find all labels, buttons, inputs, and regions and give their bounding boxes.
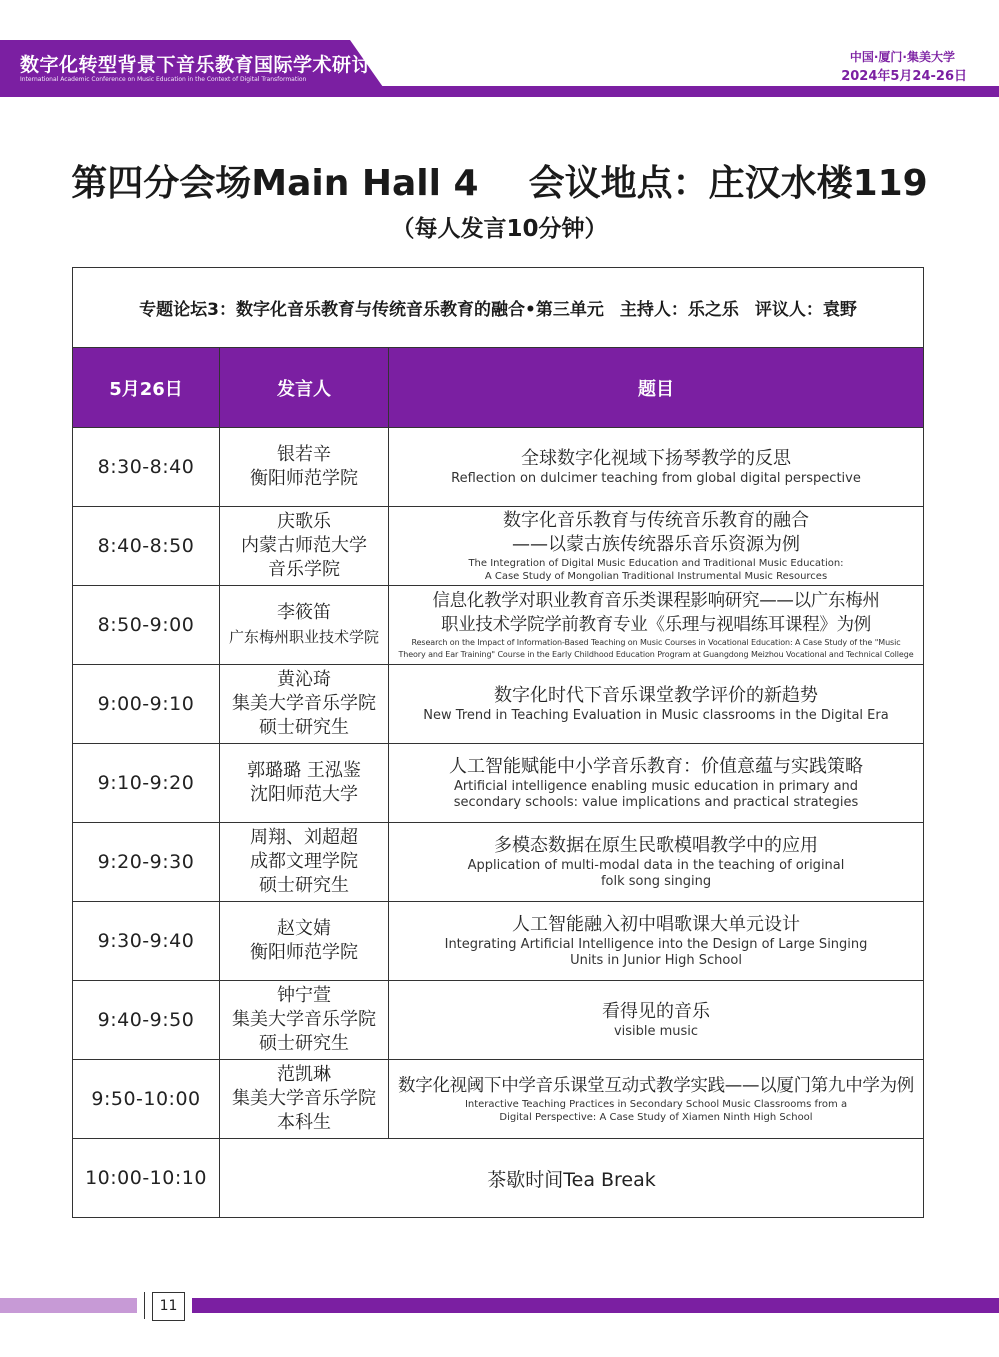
session-time: 9:40-9:50 (73, 981, 220, 1060)
topic-en: Integrating Artificial Intelligence into the Design of Large Singing (444, 937, 868, 952)
session-time: 8:50-9:00 (73, 586, 220, 665)
session-time: 8:30-8:40 (73, 428, 220, 507)
topic-cell (389, 507, 924, 586)
conference-date: 2024年5月24-26日 (841, 69, 967, 84)
topic-cell (389, 665, 924, 744)
speaker-line: 硕士研究生 (259, 1033, 349, 1054)
speaker-cell (220, 823, 389, 902)
venue: 会议地点：庄汉水楼119 (528, 163, 928, 204)
speaker-line: 李筱笛 (277, 602, 331, 623)
topic-zh: 多模态数据在原生民歌模唱教学中的应用 (494, 835, 818, 856)
speaker-cell (220, 507, 389, 586)
column-header-topic: 题目 (389, 348, 924, 428)
table-row (73, 586, 924, 665)
speaker-line: 本科生 (277, 1112, 331, 1133)
speaker-cell (220, 428, 389, 507)
speaker-line: 沈阳师范大学 (250, 784, 358, 805)
table-row (73, 902, 924, 981)
speaker-line: 钟宁萱 (277, 985, 331, 1006)
schedule-table (72, 267, 924, 1218)
page-title (0, 155, 999, 206)
session-time: 9:00-9:10 (73, 665, 220, 744)
speaker-line: 黄沁琦 (277, 669, 331, 690)
topic-en: visible music (613, 1024, 699, 1039)
conference-title: 数字化转型背景下音乐教育国际学术研讨会 (20, 54, 391, 76)
speaker-cell (220, 744, 389, 823)
topic-zh: 数字化视阈下中学音乐课堂互动式教学实践——以厦门第九中学为例 (398, 1076, 914, 1096)
table-row (73, 428, 924, 507)
speaker-line: 范凯琳 (277, 1064, 331, 1085)
speaker-line: 赵文婧 (277, 918, 331, 939)
topic-zh: 人工智能赋能中小学音乐教育：价值意蕴与实践策略 (449, 756, 863, 777)
session-time: 9:20-9:30 (73, 823, 220, 902)
topic-cell (389, 823, 924, 902)
topic-en: A Case Study of Mongolian Traditional Instrumental Music Resources (484, 571, 828, 582)
topic-zh: ——以蒙古族传统器乐音乐资源为例 (512, 534, 800, 555)
footer-bar-right (192, 1298, 999, 1313)
table-row (73, 665, 924, 744)
table-row (73, 823, 924, 902)
page-number: 11 (152, 1292, 185, 1321)
speaker-line: 集美大学音乐学院 (232, 1009, 376, 1030)
speaker-cell (220, 1060, 389, 1139)
session-time: 9:50-10:00 (73, 1060, 220, 1139)
topic-zh: 数字化时代下音乐课堂教学评价的新趋势 (494, 685, 818, 706)
forum-host: 主持人：乐之乐 (619, 300, 739, 320)
forum-title: 专题论坛3：数字化音乐教育与传统音乐教育的融合•第三单元 (139, 300, 604, 320)
speaker-line: 硕士研究生 (259, 875, 349, 896)
topic-zh: 信息化教学对职业教育音乐类课程影响研究——以广东梅州 (432, 591, 880, 611)
table-row (73, 1060, 924, 1139)
topic-zh: 全球数字化视域下扬琴教学的反思 (521, 448, 791, 469)
topic-en: Artificial intelligence enabling music education in primary and (453, 779, 859, 794)
column-header-speaker: 发言人 (220, 348, 389, 428)
topic-cell (389, 744, 924, 823)
session-time: 8:40-8:50 (73, 507, 220, 586)
topic-en: Interactive Teaching Practices in Secondary School Music Classrooms from a (464, 1099, 848, 1110)
topic-en: Digital Perspective: A Case Study of Xiamen Ninth High School (499, 1112, 813, 1123)
forum-header (73, 268, 924, 348)
topic-zh: 看得见的音乐 (602, 1001, 710, 1022)
topic-cell (389, 1060, 924, 1139)
speaker-line: 衡阳师范学院 (250, 942, 358, 963)
speaker-cell (220, 665, 389, 744)
tea-break-time: 10:00-10:10 (73, 1139, 220, 1218)
topic-en: Theory and Ear Training" Course in the Early Childhood Education Program at Guangdong Meizhou Vocational and Technical College (398, 650, 914, 659)
speaker-line: 周翔、刘超超 (250, 827, 358, 848)
topic-en: Research on the Impact of Information-Based Teaching on Music Courses in Vocational Education: A Case Study of the "Music (411, 638, 901, 647)
speaker-line: 硕士研究生 (259, 717, 349, 738)
tea-break-label: 茶歇时间Tea Break (220, 1139, 924, 1218)
topic-cell (389, 981, 924, 1060)
topic-en: Reflection on dulcimer teaching from global digital perspective (451, 471, 861, 486)
footer-bar-left (0, 1298, 137, 1313)
speaker-line: 集美大学音乐学院 (232, 693, 376, 714)
session-time: 9:10-9:20 (73, 744, 220, 823)
topic-en: Units in Junior High School (570, 953, 742, 968)
topic-en: folk song singing (600, 874, 712, 889)
speaking-time-note: （每人发言10分钟） (391, 216, 608, 242)
tea-break-row (73, 1139, 924, 1218)
speaker-line: 音乐学院 (268, 559, 340, 580)
conference-place: 中国·厦门·集美大学 (849, 50, 955, 64)
speaker-cell (220, 586, 389, 665)
speaker-cell (220, 981, 389, 1060)
session-time: 9:30-9:40 (73, 902, 220, 981)
speaker-line: 郭璐璐 王泓鉴 (247, 760, 361, 781)
speaker-line: 衡阳师范学院 (250, 468, 358, 489)
speaker-line: 成都文理学院 (250, 851, 358, 872)
topic-en: New Trend in Teaching Evaluation in Music classrooms in the Digital Era (423, 708, 889, 723)
speaker-line: 银若辛 (277, 444, 331, 465)
speaker-line: 广东梅州职业技术学院 (228, 628, 379, 646)
forum-reviewer: 评议人：袁野 (754, 300, 857, 320)
conference-subtitle: International Academic Conference on Music Education in the Context of Digital Transformation (20, 76, 307, 83)
column-header-date: 5月26日 (73, 348, 220, 428)
table-row (73, 507, 924, 586)
speaker-line: 庆歌乐 (277, 511, 331, 532)
speaker-line: 集美大学音乐学院 (232, 1088, 376, 1109)
topic-en: secondary schools: value implications and practical strategies (453, 795, 859, 810)
table-row (73, 981, 924, 1060)
topic-cell (389, 902, 924, 981)
topic-cell (389, 428, 924, 507)
hall-name: 第四分会场Main Hall 4 (71, 163, 479, 204)
topic-en: The Integration of Digital Music Education and Traditional Music Education: (468, 558, 844, 569)
speaker-line: 内蒙古师范大学 (241, 535, 367, 556)
footer-divider (144, 1292, 145, 1319)
topic-cell (389, 586, 924, 665)
table-row (73, 744, 924, 823)
topic-zh: 职业技术学院学前教育专业《乐理与视唱练耳课程》为例 (441, 615, 871, 635)
table-header-row (73, 348, 924, 428)
topic-zh: 数字化音乐教育与传统音乐教育的融合 (503, 510, 809, 531)
topic-zh: 人工智能融入初中唱歌课大单元设计 (512, 914, 800, 935)
speaker-cell (220, 902, 389, 981)
topic-en: Application of multi-modal data in the teaching of original (467, 858, 845, 873)
